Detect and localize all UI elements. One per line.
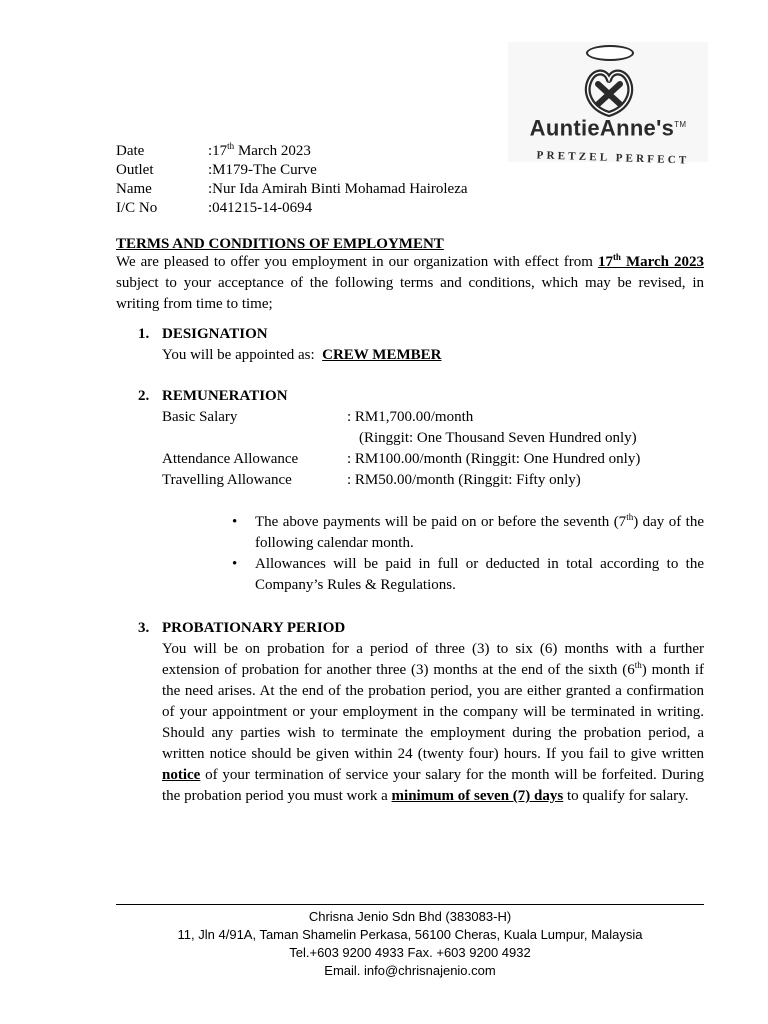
outlet-label: Outlet <box>116 162 154 178</box>
terms-heading: TERMS AND CONDITIONS OF EMPLOYMENT <box>116 236 444 252</box>
effective-date: 17th March 2023 <box>597 252 704 270</box>
designation-title: DESIGNATION <box>162 326 268 342</box>
probation-text: You will be on probation for a period of three (3) to six (6) months with a further extension of probation for another three (3) months at the end of the sixth (6th) month if the need arises. At the end of the probation period, you are either granted a confirmation of your appointment or your employment in the company will be terminated in writing. Should any parties wish to terminate the employment during the probation period, a written notice should be given within 24 (twenty four) hours. If you fail to give written notice of your termination of service your salary for the month will be forfeited. During the probation period you must work a minimum of seven (7) days to qualify for salary. <box>162 641 704 804</box>
footer-address: 11, Jln 4/91A, Taman Shamelin Perkasa, 56100 Cheras, Kuala Lumpur, Malaysia <box>177 927 643 942</box>
basic-salary-words: (Ringgit: One Thousand Seven Hundred only) <box>359 430 637 446</box>
ic-label: I/C No <box>116 200 158 216</box>
footer-divider <box>116 904 704 905</box>
role-value: CREW MEMBER <box>322 347 442 363</box>
remuneration-title: REMUNERATION <box>162 388 288 404</box>
ic-value: :041215-14-0694 <box>208 200 313 216</box>
date-label: Date <box>116 143 145 159</box>
list-item: • The above payments will be paid on or before the seventh (7th) day of the following calendar month. <box>232 512 704 551</box>
name-value: :Nur Ida Amirah Binti Mohamad Hairoleza <box>208 181 468 197</box>
bullet-icon: • <box>232 514 238 530</box>
payment-notes-list <box>232 512 704 596</box>
notice-emphasis: notice <box>162 767 201 783</box>
attendance-allowance-value: : RM100.00/month (Ringgit: One Hundred only) <box>347 451 641 467</box>
list-item: • Allowances will be paid in full or deducted in total according to the Company’s Rules & Regulations. <box>232 556 704 593</box>
basic-salary-label: Basic Salary <box>162 409 238 425</box>
travelling-allowance-value: : RM50.00/month (Ringgit: Fifty only) <box>347 472 581 488</box>
brand-name: AuntieAnne's™ <box>529 115 687 141</box>
footer-email[interactable]: Email. info@chrisnajenio.com <box>324 963 496 978</box>
section-number: 3. <box>138 620 150 636</box>
footer-phone: Tel.+603 9200 4933 Fax. +603 9200 4932 <box>289 945 531 960</box>
footer-company: Chrisna Jenio Sdn Bhd (383083-H) <box>308 909 512 924</box>
date-value: :17th March 2023 <box>208 141 311 159</box>
section-number: 1. <box>138 326 150 342</box>
minimum-days-emphasis: minimum of seven (7) days <box>391 788 564 804</box>
probation-title: PROBATIONARY PERIOD <box>162 620 346 636</box>
pretzel-icon <box>580 56 638 120</box>
terms-intro: We are pleased to offer you employment in our organization with effect from 17th March 2023 subject to your acceptance of the following terms and conditions, which may be revised, in writing from time to time; <box>116 252 704 312</box>
designation-text: You will be appointed as: CREW MEMBER <box>162 347 442 363</box>
name-label: Name <box>116 181 152 197</box>
outlet-value: :M179-The Curve <box>208 162 317 178</box>
trademark-mark: TM <box>674 120 687 129</box>
travelling-allowance-label: Travelling Allowance <box>162 472 292 488</box>
brand-tagline: PRETZEL PERFECT <box>536 149 690 167</box>
basic-salary-value: : RM1,700.00/month <box>347 409 474 425</box>
section-number: 2. <box>138 388 150 404</box>
attendance-allowance-label: Attendance Allowance <box>162 451 299 467</box>
bullet-icon: • <box>232 556 238 572</box>
